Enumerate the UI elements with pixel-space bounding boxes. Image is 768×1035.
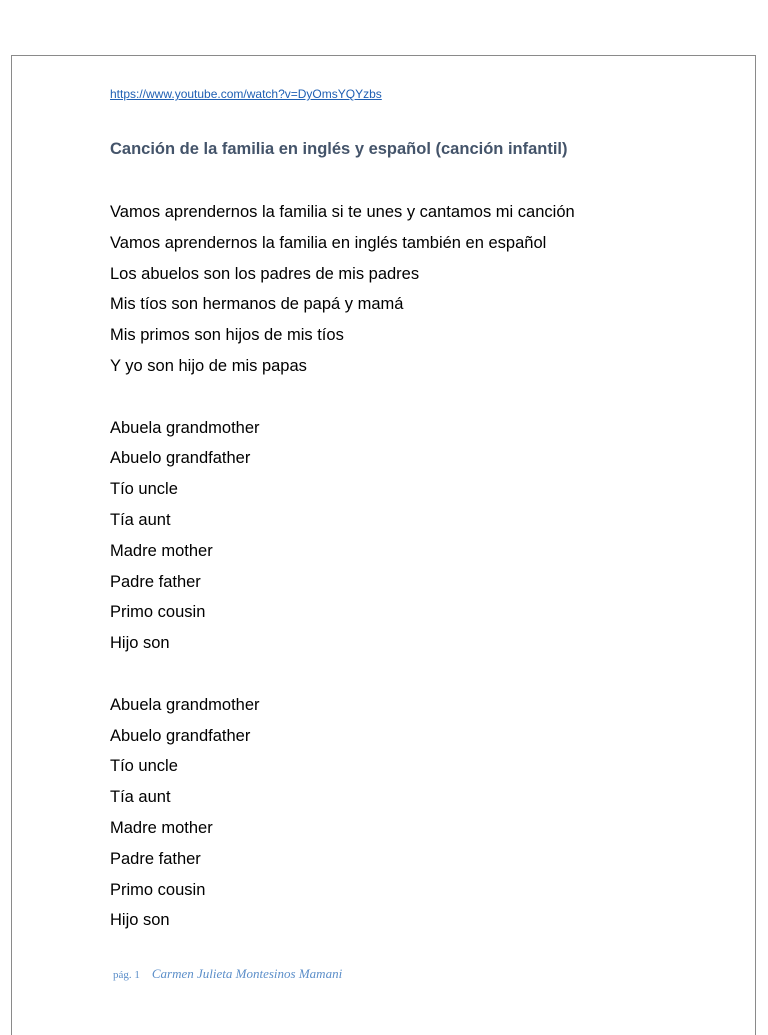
author-name: Carmen Julieta Montesinos Mamani xyxy=(151,966,343,981)
lyric-line: Vamos aprendernos la familia si te unes y cantamos mi canción xyxy=(110,203,575,221)
vocab-line: Tío uncle xyxy=(110,480,178,499)
youtube-link[interactable]: https://www.youtube.com/watch?v=DyOmsYQYzbs xyxy=(110,87,382,101)
lyric-line: Y yo son hijo de mis papas xyxy=(110,356,307,375)
vocab-line: Tío uncle xyxy=(110,757,178,776)
lyric-line: Los abuelos son los padres de mis padres xyxy=(110,264,420,283)
blank-line xyxy=(110,386,575,417)
blank-line xyxy=(110,663,575,694)
page-number: pág. 1 xyxy=(113,969,140,981)
vocab-line: Padre father xyxy=(110,572,201,591)
vocab-line: Tía aunt xyxy=(110,788,171,807)
vocab-line: Primo cousin xyxy=(110,603,206,622)
vocab-line: Hijo son xyxy=(110,634,170,653)
lyric-line: Mis primos son hijos de mis tíos xyxy=(110,326,344,345)
song-title: Canción de la familia en inglés y español (canción infantil) xyxy=(110,140,568,158)
vocab-line: Primo cousin xyxy=(110,880,206,899)
vocab-line: Abuela grandmother xyxy=(110,418,260,437)
vocab-line: Abuelo grandfather xyxy=(110,449,251,468)
song-lyrics xyxy=(110,201,575,940)
vocab-line: Hijo son xyxy=(110,911,170,930)
vocab-line: Tía aunt xyxy=(110,510,171,529)
lyric-line: Mis tíos son hermanos de papá y mamá xyxy=(110,295,404,314)
vocab-line: Padre father xyxy=(110,849,201,868)
vocab-line: Abuelo grandfather xyxy=(110,726,251,745)
vocab-line: Abuela grandmother xyxy=(110,695,260,714)
vocab-line: Madre mother xyxy=(110,541,213,560)
vocab-line: Madre mother xyxy=(110,818,213,837)
lyric-line: Vamos aprendernos la familia en inglés también en español xyxy=(110,233,547,252)
page-footer xyxy=(113,965,342,983)
